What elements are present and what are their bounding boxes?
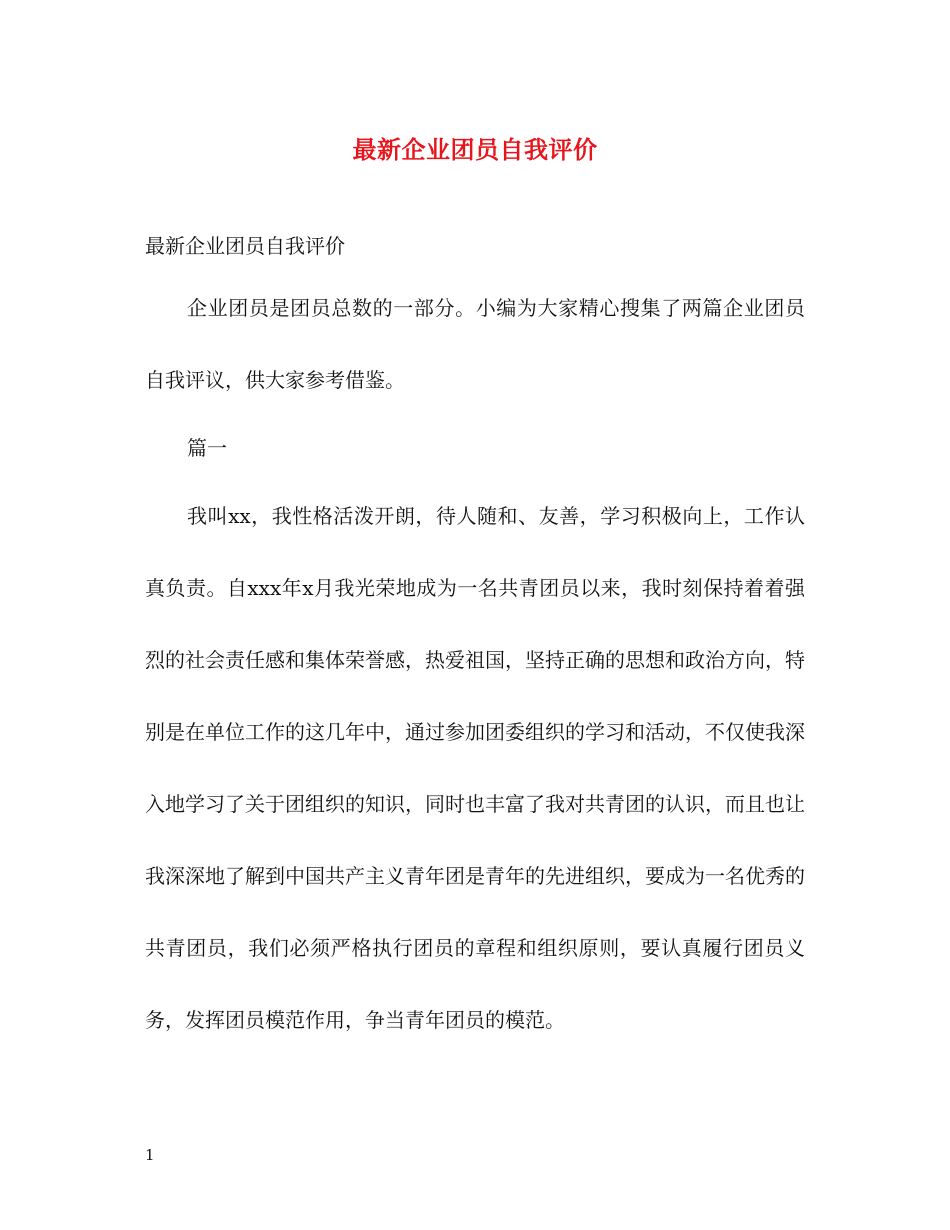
- document-title: 最新企业团员自我评价: [352, 135, 598, 164]
- body-paragraph-1: 我叫xx，我性格活泼开朗，待人随和、友善，学习积极向上，工作认真负责。自xxx年x月我光荣地成为一名共青团员以来，我时刻保持着着强烈的社会责任感和集体荣誉感，热爱祖国，坚持正确的思想和政治方向，特别是在单位工作的这几年中，通过参加团委组织的学习和活动，不仅使我深入地学习了关于团组织的知识，同时也丰富了我对共青团的认识，而且也让我深深地了解到中国共产主义青年团是青年的先进组织，要成为一名优秀的共青团员，我们必须严格执行团员的章程和组织原则，要认真履行团员义务，发挥团员模范作用，争当青年团员的模范。: [145, 504, 805, 1032]
- section-label: 篇一: [187, 436, 227, 460]
- document-body: [145, 216, 805, 1056]
- document-heading: 最新企业团员自我评价: [145, 234, 345, 258]
- intro-paragraph: 企业团员是团员总数的一部分。小编为大家精心搜集了两篇企业团员自我评议，供大家参考借鉴。: [145, 296, 805, 392]
- page-number: 1: [145, 1146, 155, 1164]
